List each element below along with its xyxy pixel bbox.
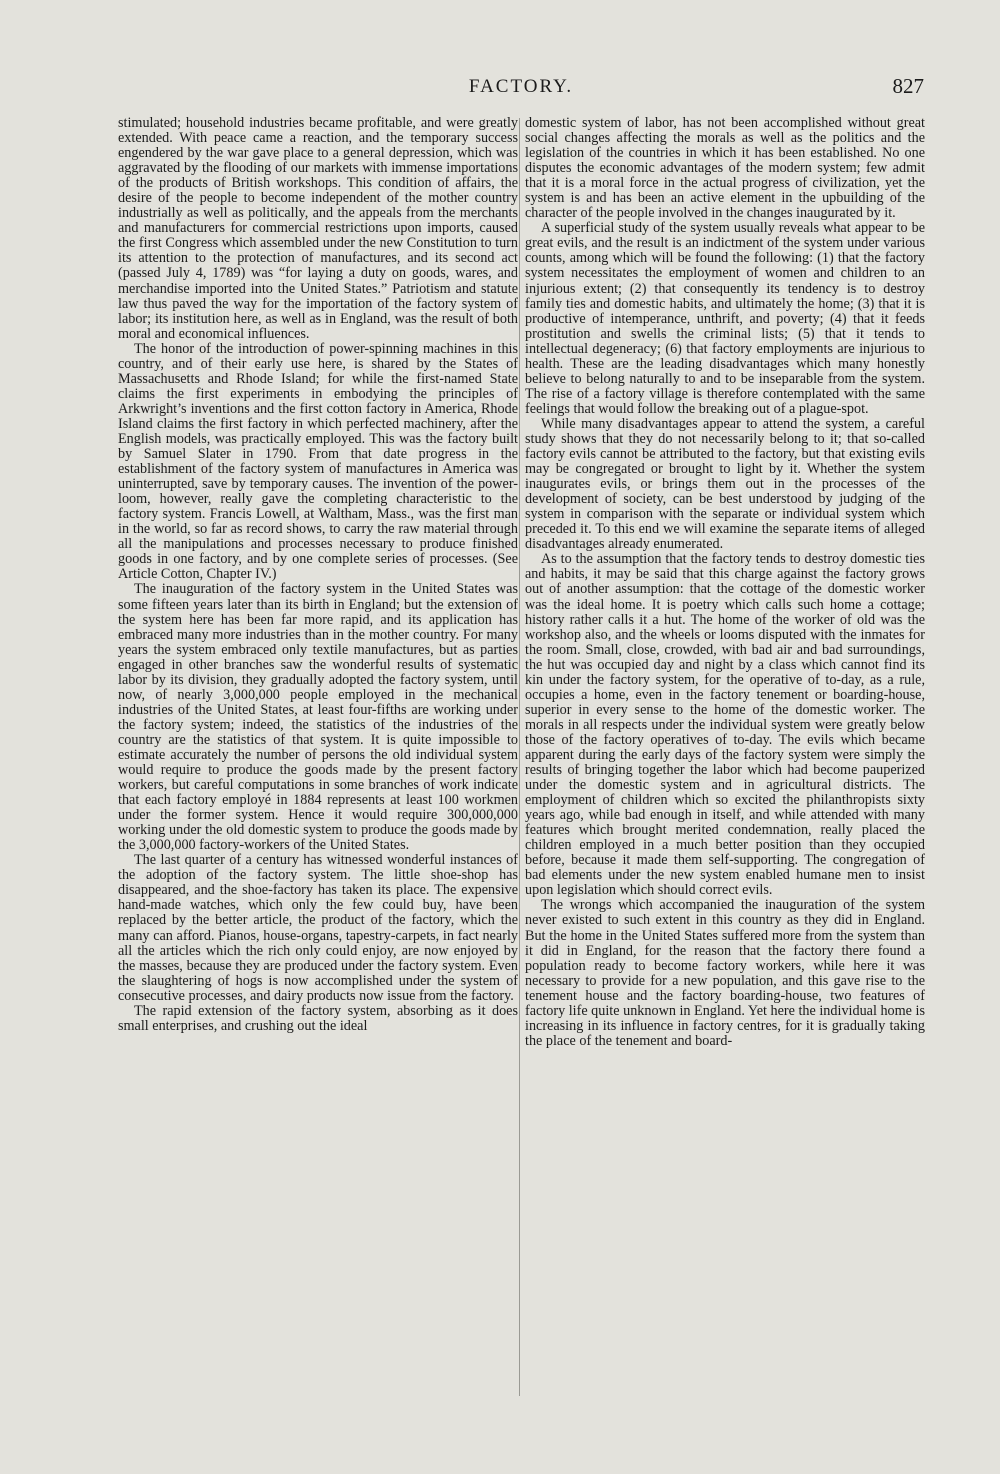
- paragraph: While many disadvantages appear to attend the system, a careful study shows that they do not necessarily belong to it; that so-called factory evils cannot be attributed to the factory, but that existing evils may be congregated or brought to light by it. Whether the system inaugurates evils, or brings them out in the processes of the development of society, can be best understood by judging of the system in comparison with the separate or individual system which preceded it. To this end we will examine the separate items of alleged disadvantages already enumerated.: [525, 415, 925, 553]
- paragraph: The rapid extension of the factory system, absorbing as it does small enterprises, and crushing out the ideal: [118, 1002, 518, 1034]
- paragraph: A superficial study of the system usually reveals what appear to be great evils, and the result is an indictment of the system under various counts, among which will be found the following: (1) that the factory system necessitates the employment of women and children to an injurious extent; (2) that consequently its tendency is to destroy family ties and domestic habits, and ultimately the home; (3) that it is productive of intemperance, unthrift, and poverty; (4) that it feeds prostitution and swells the criminal lists; (5) that it tends to intellectual degeneracy; (6) that factory employments are injurious to health. These are the leading disadvantages which many honestly believe to belong naturally to and to be inseparable from the system. The rise of a factory village is therefore contemplated with the same feelings that would follow the breaking out of a plague-spot.: [525, 220, 925, 417]
- paragraph: As to the assumption that the factory tends to destroy domestic ties and habits, it may be said that this charge against the factory grows out of another assumption: that the cottage of the domestic worker was the ideal home. It is poetry which calls such home a cottage; history rather calls it a hut. The home of the worker of old was the workshop also, and the wheels or looms disputed with the inmates for the room. Small, close, crowded, with bad air and bad surroundings, the hut was occupied day and night by a class which cannot find its kin under the factory system, for the operative of to-day, as a rule, occupies a home, even in the factory tenement or boarding-house, superior in every sense to the home of the domestic worker. The morals in all respects under the individual system were greatly below those of the factory operatives of to-day. The evils which became apparent during the early days of the factory system were simply the results of bringing together the labor which had become pauperized under the domestic system and in agricultural districts. The employment of children which so excited the philanthropists sixty years ago, while bad enough in itself, and while attended with many features which brought merited condemnation, really placed the children employed in a much better position than they occupied before, because it made them self-supporting. The congregation of bad elements under the new system enabled humane men to insist upon legislation which should correct evils.: [525, 551, 925, 899]
- page-number: 827: [892, 74, 924, 98]
- paragraph: stimulated; household industries became profitable, and were greatly extended. With peace came a reaction, and the temporary success engendered by the war gave place to a general depression, which was aggravated by the flooding of our markets with immense importations of the products of British workshops. This condition of affairs, the desire of the people to become independent of the mother country industrially as well as politically, and the appeals from the merchants and manufacturers for commercial restrictions upon imports, caused the first Congress which assembled under the new Constitution to turn its attention to the protection of manufactures, and its second act (passed July 4, 1789) was “for laying a duty on goods, wares, and merchandise imported into the United States.” Patriotism and statute law thus paved the way for the importation of the factory system of labor; its institution here, as well as in England, was the result of both moral and economical influences.: [118, 116, 518, 342]
- left-column: [118, 116, 518, 1396]
- page-header: [118, 74, 924, 100]
- running-title: FACTORY.: [468, 76, 574, 97]
- paragraph: The wrongs which accompanied the inauguration of the system never existed to such extent in this country as they did in England. But the home in the United States suffered more from the system than it did in England, for the reason that the factory there found a population ready to become factory workers, while here it was necessary to provide for a new population, and this gave rise to the tenement house and the factory boarding-house, two features of factory life quite unknown in England. Yet here the individual home is increasing in its influence in factory centres, for it is gradually taking the place of the tenement and board-: [525, 897, 925, 1049]
- paragraph: The inauguration of the factory system in the United States was some fifteen years later than its birth in England; but the extension of the system here has been far more rapid, and its application has embraced many more industries than in the mother country. For many years the system embraced only textile manufactures, but as parties engaged in other branches saw the wonderful results of systematic labor by its division, they gradually adopted the factory system, until now, of nearly 3,000,000 people employed in the mechanical industries of the United States, at least four-fifths are working under the factory system; indeed, the statistics of the industries of the country are the statistics of that system. It is quite impossible to estimate accurately the number of persons the old individual system would require to produce the goods made by the present factory workers, but careful computations in some branches of work indicate that each factory employé in 1884 represents at least 100 workmen under the former system. Hence it would require 300,000,000 working under the old domestic system to produce the goods made by the 3,000,000 factory-workers of the United States.: [118, 581, 518, 854]
- paragraph: The last quarter of a century has witnessed wonderful instances of the adoption of the factory system. The little shoe-shop has disappeared, and the shoe-factory has taken its place. The expensive hand-made watches, which only the few could buy, have been replaced by the better article, the product of the factory, which the many can afford. Pianos, house-organs, tapestry-carpets, in fact nearly all the articles which the rich only could enjoy, are now enjoyed by the masses, because they are produced under the factory system. Even the slaughtering of hogs is now accomplished under the system of consecutive processes, and dairy products now issue from the factory.: [118, 852, 518, 1004]
- column-divider: [519, 118, 520, 1396]
- paragraph: The honor of the introduction of power-spinning machines in this country, and of their early use here, is shared by the States of Massachusetts and Rhode Island; for while the first-named State claims the first experiments in embodying the principles of Arkwright’s inventions and the first cotton factory in America, Rhode Island claims the first factory in which perfected machinery, after the English models, was practically employed. This was the factory built by Samuel Slater in 1790. From that date progress in the establishment of the factory system of manufactures in America was uninterrupted, save by temporary causes. The invention of the power-loom, however, really gave the completing characteristic to the factory system. Francis Lowell, at Waltham, Mass., was the first man in the world, so far as record shows, to carry the raw material through all the manipulations and processes necessary to produce finished goods in one factory, and by one complete series of processes. (See Article Cotton, Chapter IV.): [118, 340, 518, 583]
- right-column: [525, 116, 925, 1396]
- paragraph: domestic system of labor, has not been accomplished without great social changes affecting the morals as well as the politics and the legislation of the countries in which it has been established. No one disputes the economic advantages of the modern system; few admit that it is a moral force in the actual progress of civilization, yet the system is and has been an active element in the upbuilding of the character of the people involved in the changes inaugurated by it.: [525, 116, 925, 222]
